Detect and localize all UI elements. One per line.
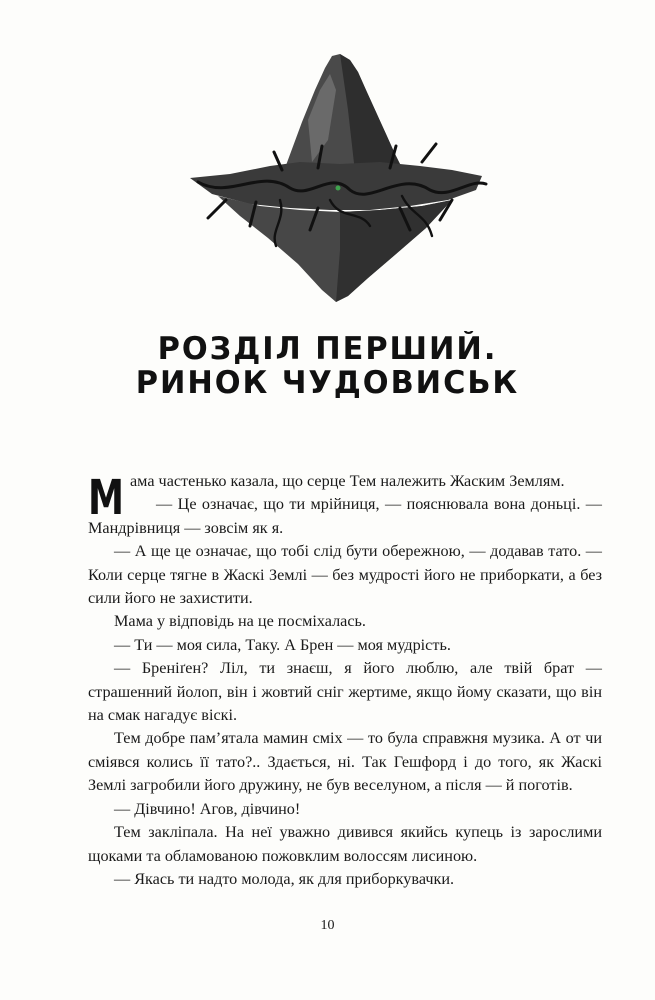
paragraph-7: Тем добре пам’ятала мамин сміх — то була справжня музика. А от чи сміявся колись її тато?.. Здається, ні. Так Гешфорд і до того, як Жаскі Землі загробили його дружину, не був веселуном, а після — й поготів. (88, 729, 602, 795)
paragraph-5: — Ти — моя сила, Таку. А Брен — моя мудрість. (114, 635, 451, 654)
paragraph-8: — Дівчино! Агов, дівчино! (114, 799, 301, 818)
floating-island-illustration (190, 50, 490, 315)
svg-text:М: М (88, 470, 124, 526)
chapter-title-line-1: РОЗДІЛ ПЕРШИЙ. (157, 331, 498, 367)
paragraph-4: Мама у відповідь на це посміхалась. (114, 612, 366, 631)
paragraph-10: — Якась ти надто молода, як для приборкувачки. (114, 869, 455, 888)
chapter-body (88, 470, 602, 891)
paragraph-6: — Бреніґен? Ліл, ти знаєш, я його люблю, але твій брат — страшенний йолоп, він і жовтий сніг жертиме, якщо йому сказати, що він на смак нагадує віскі. (88, 659, 602, 725)
paragraph-3: — А ще це означає, що тобі слід бути обережною, — додавав тато. — Коли серце тягне в Жаскі Землі — без мудрості його не приборкати, а без сили його не захистити. (88, 542, 602, 608)
green-glint (336, 186, 341, 191)
paragraph-text: ама частенько казала, що серце Тем належить Жаским Землям. (130, 472, 565, 490)
paragraph-2: — Це означає, що ти мрійниця, — пояснювала вона доньці. — Мандрівниця — зовсім як я. (88, 495, 602, 537)
dropcap-letter (88, 470, 124, 526)
page-number: 10 (320, 918, 335, 933)
chapter-title-line-2: РИНОК ЧУДОВИСЬК (135, 365, 520, 401)
paragraph-9: Тем закліпала. На неї уважно дивився якийсь купець із зарослими щоками та обламованою пожовклим волоссям лисиною. (88, 823, 602, 865)
